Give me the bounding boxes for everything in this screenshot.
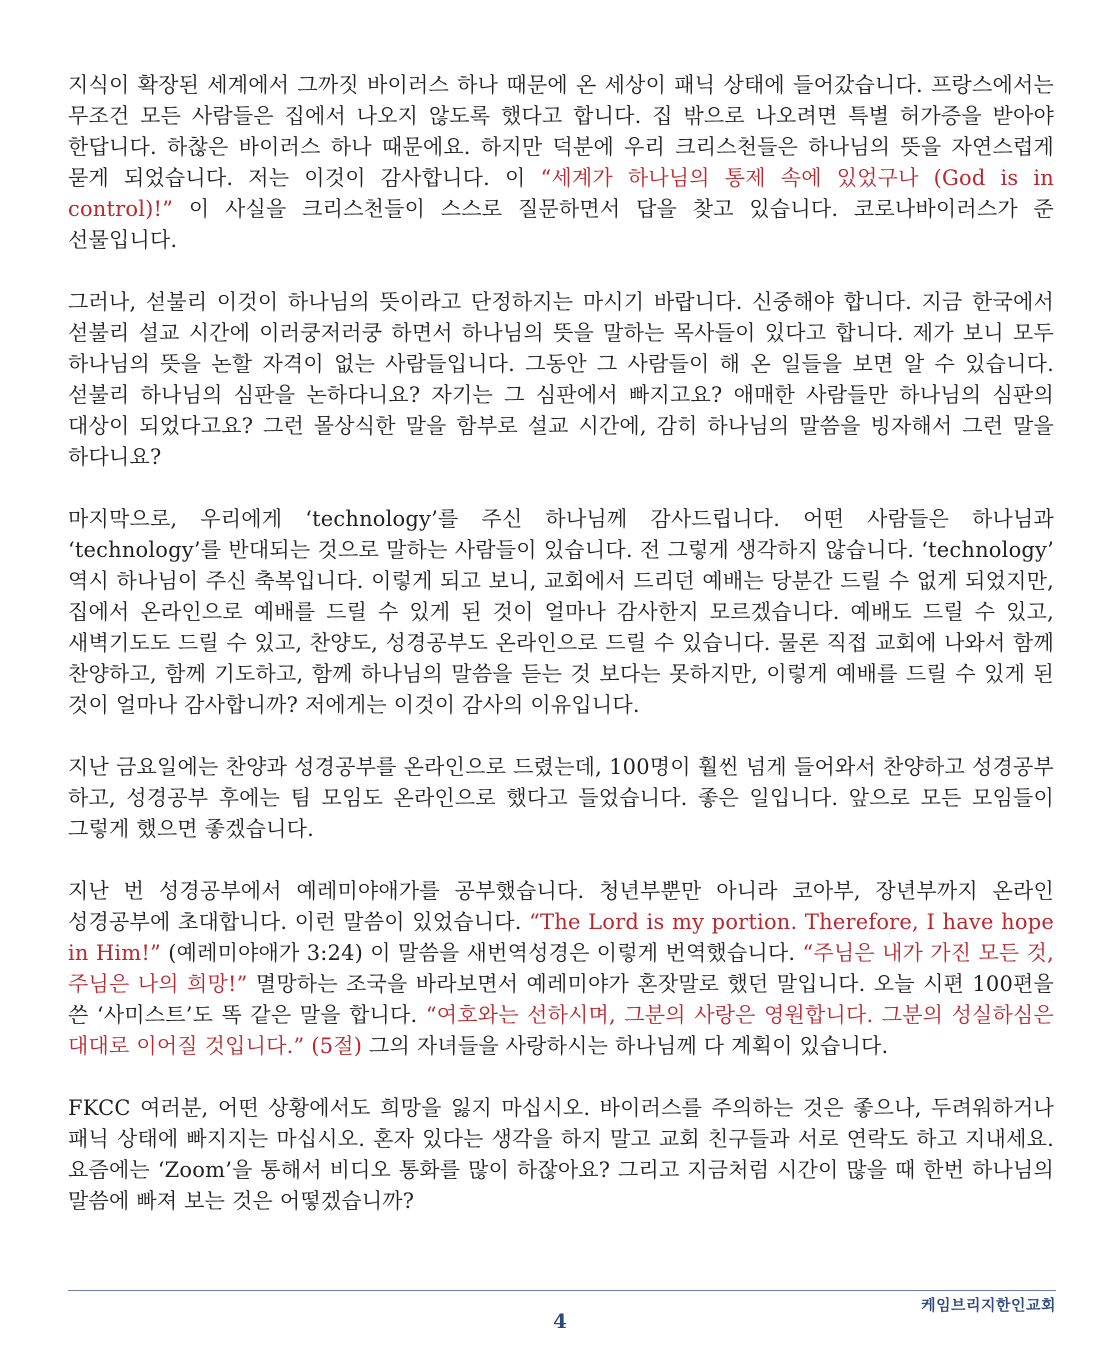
footer-divider <box>68 1290 1056 1291</box>
paragraph-1 <box>68 70 1054 256</box>
paragraph-2-text: 그러나, 섣불리 이것이 하나님의 뜻이라고 단정하지는 마시기 바랍니다. 신중해야 합니다. 지금 한국에서 섣불리 설교 시간에 이러쿵저러쿵 하면서 하나님의 뜻을 말하는 목사들이 있다고 합니다. 제가 보니 모두 하나님의 뜻을 논할 자격이 없는 사람들입니다. 그동안 그 사람들이 해 온 일들을 보면 알 수 있습니다. 섣불리 하나님의 심판을 논하다니요? 자기는 그 심판에서 빠지고요? 애매한 사람들만 하나님의 심판의 대상이 되었다고요? 그런 몰상식한 말을 함부로 설교 시간에, 감히 하나님의 말씀을 빙자해서 그런 말을 하다니요? <box>68 290 1054 469</box>
paragraph-5-quote-lord-is-my-portion: “The Lord is my portion. Therefore, I have hope in Him!” <box>68 910 1054 965</box>
paragraph-1-text-2: 이 사실을 크리스천들이 스스로 질문하면서 답을 찾고 있습니다. 코로나바이러스가 준 선물입니다. <box>68 197 1054 252</box>
paragraph-1-quote-god-in-control: “세계가 하나님의 통제 속에 있었구나 (God is in control)!” <box>68 166 1055 221</box>
paragraph-3 <box>68 504 1054 721</box>
paragraph-5-text-3: 멸망하는 조국을 바라보면서 예레미야가 혼잣말로 했던 말입니다. 오늘 시편 100편을 쓴 ‘사미스트’도 똑 같은 말을 합니다. <box>68 972 1054 1027</box>
paragraph-6 <box>68 1093 1054 1217</box>
paragraph-3-text: 마지막으로, 우리에게 ‘technology’를 주신 하나님께 감사드립니다. 어떤 사람들은 하나님과 ‘technology’를 반대되는 것으로 말하는 사람들이 있습니다. 전 그렇게 생각하지 않습니다. ‘technology’ 역시 하나님이 주신 축복입니다. 이렇게 되고 보니, 교회에서 드리던 예배는 당분간 드릴 수 없게 되었지만, 집에서 온라인으로 예배를 드릴 수 있게 된 것이 얼마나 감사한지 모르겠습니다. 예배도 드릴 수 있고, 새벽기도도 드릴 수 있고, 찬양도, 성경공부도 온라인으로 드릴 수 있습니다. 물론 직접 교회에 나와서 함께 찬양하고, 함께 기도하고, 함께 하나님의 말씀을 듣는 것 보다는 못하지만, 이렇게 예배를 드릴 수 있게 된 것이 얼마나 감사합니까? 저에게는 이것이 감사의 이유입니다. <box>68 507 1054 717</box>
paragraph-4 <box>68 752 1054 845</box>
paragraph-4-text: 지난 금요일에는 찬양과 성경공부를 온라인으로 드렸는데, 100명이 훨씬 넘게 들어와서 찬양하고 성경공부 하고, 성경공부 후에는 팀 모임도 온라인으로 했다고 들었습니다. 좋은 일입니다. 앞으로 모든 모임들이 그렇게 했으면 좋겠습니다. <box>68 755 1054 841</box>
paragraph-5-text-2: (예레미야애가 3:24) 이 말씀을 새번역성경은 이렇게 번역했습니다. <box>160 941 803 965</box>
paragraph-2 <box>68 287 1054 473</box>
paragraph-5 <box>68 876 1054 1062</box>
paragraph-5-text-1: 지난 번 성경공부에서 예레미야애가를 공부했습니다. 청년부뿐만 아니라 코아부, 장년부까지 온라인 성경공부에 초대합니다. 이런 말씀이 있었습니다. <box>68 879 1054 934</box>
paragraph-5-quote-psalm-100: “여호와는 선하시며, 그분의 사랑은 영원합니다. 그분의 성실하심은 대대로 이어질 것입니다.” (5절) <box>68 1003 1054 1058</box>
article-body <box>68 70 1054 1248</box>
paragraph-5-quote-my-hope: “주님은 내가 가진 모든 것, 주님은 나의 희망!” <box>68 941 1054 996</box>
page-number: 4 <box>553 1309 567 1333</box>
paragraph-6-text: FKCC 여러분, 어떤 상황에서도 희망을 잃지 마십시오. 바이러스를 주의하는 것은 좋으나, 두려워하거나 패닉 상태에 빠지지는 마십시오. 혼자 있다는 생각을 하지 말고 교회 친구들과 서로 연락도 하고 지내세요. 요즘에는 ‘Zoom’을 통해서 비디오 통화를 많이 하잖아요? 그리고 지금처럼 시간이 많을 때 한번 하나님의 말씀에 빠져 보는 것은 어떻겠습니까? <box>68 1096 1054 1213</box>
paragraph-5-text-4: 그의 자녀들을 사랑하시는 하나님께 다 계획이 있습니다. <box>362 1034 889 1058</box>
footer-church-name: 케임브리지한인교회 <box>921 1296 1056 1314</box>
paragraph-1-text-1: 지식이 확장된 세계에서 그까짓 바이러스 하나 때문에 온 세상이 패닉 상태에 들어갔습니다. 프랑스에서는 무조건 모든 사람들은 집에서 나오지 않도록 했다고 합니다. 집 밖으로 나오려면 특별 허가증을 받아야 한답니다. 하찮은 바이러스 하나 때문에요. 하지만 덕분에 우리 크리스천들은 하나님의 뜻을 자연스럽게 묻게 되었습니다. 저는 이것이 감사합니다. 이 <box>68 73 1054 190</box>
